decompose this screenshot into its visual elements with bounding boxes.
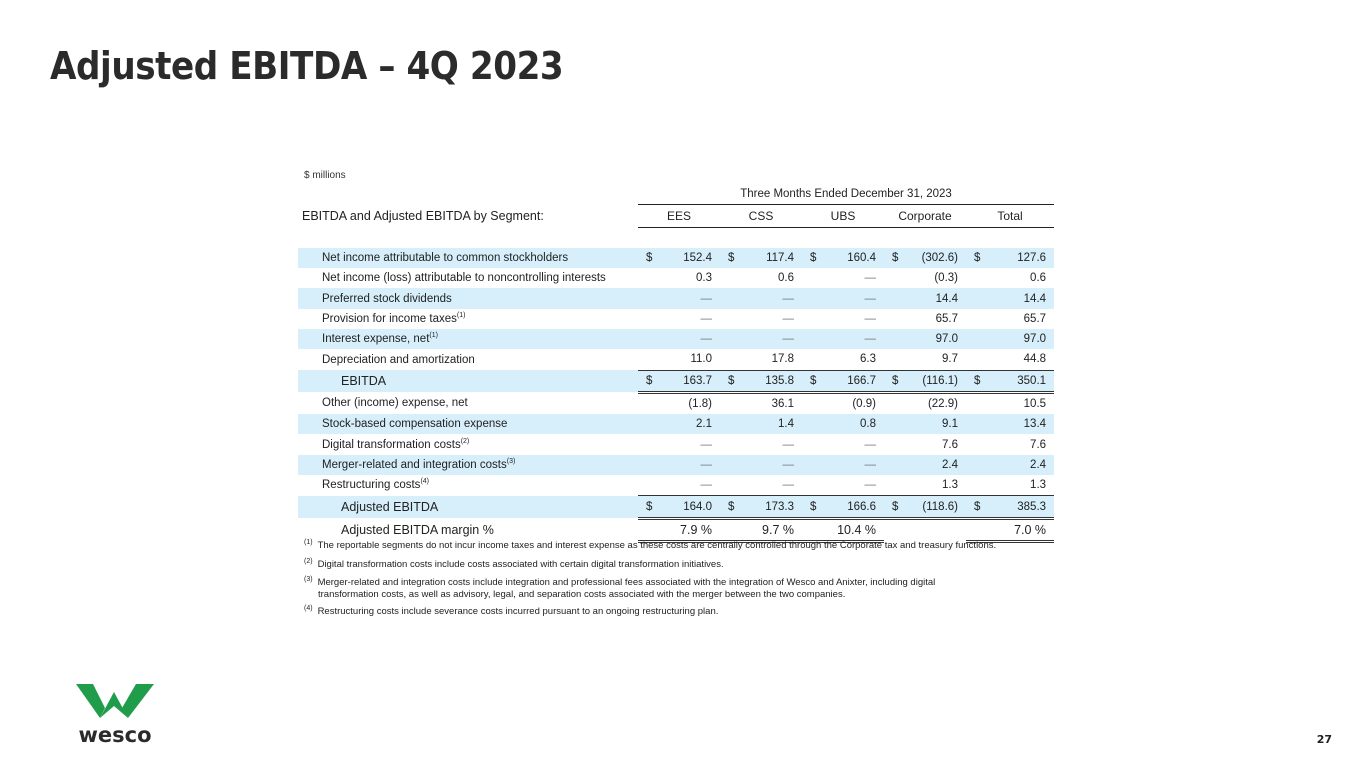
value-cell: (118.6) [898,496,966,518]
value-cell: 173.3 [734,496,802,518]
row-label-text: Net income attributable to common stockholders [322,251,569,264]
value-cell: 163.7 [652,370,720,392]
currency-symbol [966,455,980,475]
currency-symbol [884,309,898,329]
table-row [298,475,1054,496]
value-cell: 2.4 [898,455,966,475]
row-label [298,268,638,288]
value-cell: 135.8 [734,370,802,392]
value-cell: — [734,329,802,349]
value-cell: — [782,438,794,451]
column-header-total: Total [966,204,1054,227]
table-row [298,370,1054,392]
value-cell: — [864,312,876,325]
value-cell: 0.8 [816,414,884,434]
currency-symbol [638,518,652,541]
row-label-text: Merger-related and integration costs [322,458,507,471]
value-cell: (116.1) [898,370,966,392]
currency-symbol [802,329,816,349]
currency-symbol [884,392,898,414]
currency-symbol: $ [802,496,816,518]
row-label [298,248,638,268]
value-cell: 11.0 [652,349,720,370]
currency-symbol [884,518,898,541]
footnote-marker: (4) [304,604,313,612]
currency-symbol [638,455,652,475]
row-label-text: Other (income) expense, net [322,397,468,410]
currency-symbol: $ [884,496,898,518]
row-label [298,349,638,370]
value-cell: 385.3 [980,496,1054,518]
period-header-row [298,184,1054,204]
currency-symbol [720,414,734,434]
row-label [298,434,638,454]
value-cell: 0.6 [1030,272,1047,285]
currency-symbol [884,475,898,496]
footnote-text: Restructuring costs include severance costs incurred pursuant to an ongoing restructuring plan. [317,606,719,617]
row-label-text: Provision for income taxes [322,312,457,325]
value-cell: 7.9 % [652,518,720,541]
value-cell: 9.7 % [734,518,802,541]
currency-symbol [638,349,652,370]
value-cell: 1.3 [980,475,1054,496]
footnote-text: Digital transformation costs include costs associated with certain digital transformation initiatives. [317,559,724,570]
table-row [298,248,1054,268]
footnote-text: Merger-related and integration costs include integration and professional fees associated with the integration of Wesco and Anixter, including digital [317,577,936,588]
value-cell: 2.1 [652,414,720,434]
units-label: $ millions [304,170,346,181]
table-row [298,414,1054,434]
value-cell: (0.3) [934,272,958,285]
row-label-text: Preferred stock dividends [322,292,452,305]
currency-symbol [802,414,816,434]
currency-symbol [720,268,734,288]
table-row [298,496,1054,518]
currency-symbol [638,434,652,454]
value-cell: 0.3 [696,272,712,285]
table-row [298,392,1054,414]
row-label-text: Interest expense, net [322,333,430,346]
currency-symbol [638,392,652,414]
currency-symbol [966,434,980,454]
value-cell: — [652,288,720,308]
footnote-text-continued: transformation costs, as well as advisory, legal, and separation costs associated with the merger between the two companies. [318,589,846,600]
value-cell: 0.6 [778,272,794,285]
currency-symbol [884,329,898,349]
currency-symbol: $ [638,248,652,268]
footnote-ref: (1) [429,332,438,340]
footnote-marker: (1) [304,538,313,546]
value-cell: 350.1 [980,370,1054,392]
currency-symbol: $ [638,370,652,392]
value-cell: 97.0 [980,329,1054,349]
currency-symbol [966,329,980,349]
currency-symbol [720,475,734,496]
footnote [304,559,1050,571]
currency-symbol [966,268,980,288]
column-header-css: CSS [720,204,802,227]
value-cell: — [700,312,712,325]
value-cell: — [782,312,794,325]
currency-symbol [720,518,734,541]
currency-symbol: $ [638,496,652,518]
currency-symbol [720,329,734,349]
logo-right-stroke [122,684,154,718]
value-cell: 164.0 [652,496,720,518]
row-label [298,392,638,414]
currency-symbol [720,434,734,454]
footnote [304,540,1050,552]
currency-symbol [802,518,816,541]
row-label [298,309,638,329]
value-cell: 166.7 [816,370,884,392]
currency-symbol: $ [966,248,980,268]
table-row [298,349,1054,370]
value-cell: (0.9) [852,398,876,411]
currency-symbol [638,414,652,434]
currency-symbol [720,349,734,370]
value-cell: 160.4 [816,248,884,268]
currency-symbol [802,288,816,308]
currency-symbol [638,329,652,349]
footnote-ref: (3) [506,458,516,466]
value-cell: 9.7 [898,349,966,370]
currency-symbol [966,309,980,329]
value-cell: — [652,475,720,496]
footnote-marker: (2) [304,557,313,565]
value-cell: 9.1 [898,414,966,434]
footnote-marker: (3) [304,575,313,583]
currency-symbol [966,518,980,541]
value-cell: 7.0 % [980,518,1054,541]
currency-symbol [802,475,816,496]
currency-symbol: $ [802,370,816,392]
value-cell: 1.3 [898,475,966,496]
table-row [298,329,1054,349]
value-cell: 13.4 [980,414,1054,434]
row-label [298,475,638,496]
value-cell: — [816,329,884,349]
value-cell: — [734,288,802,308]
currency-symbol [884,434,898,454]
value-cell: 65.7 [935,312,958,325]
footnote-ref: (4) [420,478,429,486]
table-row [298,518,1054,541]
currency-symbol [802,434,816,454]
value-cell: — [652,455,720,475]
row-label [298,329,638,349]
value-cell: 97.0 [898,329,966,349]
currency-symbol [720,309,734,329]
currency-symbol [966,414,980,434]
table-row [298,455,1054,475]
currency-symbol [966,392,980,414]
table-row [298,268,1054,288]
value-cell: — [734,475,802,496]
value-cell: 14.4 [980,288,1054,308]
footnote-ref: (1) [456,312,466,319]
value-cell: 10.5 [1023,398,1047,411]
currency-symbol: $ [884,370,898,392]
currency-symbol [966,288,980,308]
value-cell: 117.4 [734,248,802,268]
currency-symbol: $ [802,248,816,268]
currency-symbol [802,392,816,414]
ebitda-table [298,184,1054,543]
value-cell [898,518,966,541]
value-cell: (1.8) [688,398,712,411]
value-cell: 7.6 [942,438,958,451]
row-label-text: Adjusted EBITDA [341,500,439,514]
table-row [298,309,1054,329]
value-cell: 6.3 [816,349,884,370]
currency-symbol [884,288,898,308]
currency-symbol [720,455,734,475]
currency-symbol [884,349,898,370]
column-header-corporate: Corporate [884,204,966,227]
currency-symbol [966,475,980,496]
currency-symbol [638,475,652,496]
row-label-text: Net income (loss) attributable to noncontrolling interests [322,272,606,285]
row-label [298,496,638,518]
page-title: Adjusted EBITDA – 4Q 2023 [50,44,564,88]
row-label [298,370,638,392]
currency-symbol [720,392,734,414]
currency-symbol [966,349,980,370]
value-cell: 36.1 [771,398,794,411]
currency-symbol: $ [884,248,898,268]
column-header-row [298,204,1054,227]
currency-symbol [884,455,898,475]
row-label-text: Depreciation and amortization [322,353,475,366]
logo-left-stroke [76,684,105,718]
value-cell: — [864,272,876,285]
period-header: Three Months Ended December 31, 2023 [638,184,1054,204]
currency-symbol [884,268,898,288]
currency-symbol: $ [720,248,734,268]
footnote-ref: (2) [460,437,470,445]
value-cell: — [652,329,720,349]
row-label [298,455,638,475]
table-row [298,288,1054,308]
value-cell: 44.8 [980,349,1054,370]
value-cell: — [864,438,876,451]
value-cell: 14.4 [898,288,966,308]
row-label-text: EBITDA [341,374,387,389]
currency-symbol [802,455,816,475]
row-label-text: Stock-based compensation expense [322,418,508,431]
currency-symbol: $ [720,370,734,392]
currency-symbol: $ [966,496,980,518]
value-cell: — [816,288,884,308]
segment-header: EBITDA and Adjusted EBITDA by Segment: [302,208,544,223]
wesco-logo [76,684,156,746]
value-cell: — [816,455,884,475]
page-number: 27 [1316,733,1332,746]
row-label-text: Adjusted EBITDA margin % [341,522,494,537]
currency-symbol [638,309,652,329]
logo-wordmark: wesco [78,723,152,746]
currency-symbol [802,309,816,329]
column-header-ubs: UBS [802,204,884,227]
currency-symbol [802,349,816,370]
currency-symbol [802,268,816,288]
row-label [298,518,638,541]
currency-symbol [720,288,734,308]
value-cell: 152.4 [652,248,720,268]
value-cell: 166.6 [816,496,884,518]
value-cell: (302.6) [898,248,966,268]
value-cell: 2.4 [980,455,1054,475]
currency-symbol [638,268,652,288]
row-label-text: Restructuring costs [322,479,421,492]
currency-symbol [638,288,652,308]
value-cell: 65.7 [1023,312,1047,325]
value-cell: 7.6 [1030,438,1047,451]
row-label [298,288,638,308]
row-label-text: Digital transformation costs [322,438,461,451]
footnote-text: The reportable segments do not incur income taxes and interest expense as these costs are centrally controlled through the Corporate tax and treasury functions. [317,540,997,551]
row-label [298,414,638,434]
footnote [304,606,1050,618]
column-header-ees: EES [638,204,720,227]
value-cell: 1.4 [734,414,802,434]
value-cell: (22.9) [927,398,958,411]
footnote [304,577,1050,601]
value-cell: 17.8 [734,349,802,370]
value-cell: — [816,475,884,496]
currency-symbol: $ [966,370,980,392]
currency-symbol: $ [720,496,734,518]
value-cell: 127.6 [980,248,1054,268]
currency-symbol [884,414,898,434]
value-cell: — [700,438,712,451]
value-cell: 10.4 % [816,518,884,541]
value-cell: — [734,455,802,475]
table-row [298,434,1054,454]
